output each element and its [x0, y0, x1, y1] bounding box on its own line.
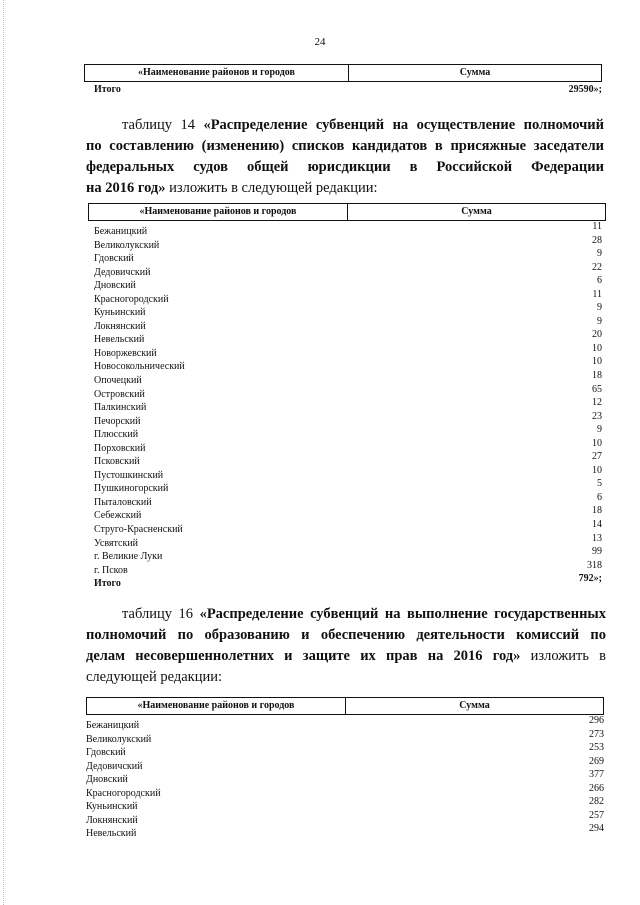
table-row [86, 728, 604, 747]
row-value: 9 [597, 248, 602, 260]
table-row [94, 424, 602, 442]
header-name-cell: «Наименование районов и городов [89, 204, 348, 220]
table-row [94, 546, 602, 564]
row-name: Дедовичский [94, 266, 151, 278]
row-name: Бежаницкий [94, 226, 148, 237]
row-value: 18 [592, 370, 602, 382]
row-name: Пыталовский [94, 496, 152, 508]
scan-edge-line [3, 0, 5, 905]
row-name: Новоржевский [94, 347, 157, 359]
table-row [86, 823, 604, 841]
row-name: Бежаницкий [86, 720, 140, 731]
row-name: Печорский [94, 415, 141, 427]
row-value: 13 [592, 532, 602, 544]
table-row [94, 519, 602, 537]
row-value: 282 [589, 796, 604, 808]
row-value: 65 [592, 383, 602, 395]
table-row [94, 410, 602, 429]
table-row [94, 370, 602, 388]
row-name: Дновский [86, 774, 128, 786]
table-row [94, 261, 602, 280]
row-name: Куньинский [94, 307, 146, 319]
row-value: 6 [597, 275, 602, 287]
caption-table-16 [86, 604, 606, 688]
table-row [94, 234, 602, 253]
row-value: 9 [597, 315, 602, 327]
total-label: Итого [94, 578, 121, 590]
table-row [86, 755, 604, 774]
table-row [94, 315, 602, 334]
row-value: 6 [597, 491, 602, 503]
header-sum-cell: Сумма [459, 67, 491, 78]
table-row [94, 329, 602, 347]
page-number: 24 [314, 36, 326, 48]
table-row [94, 275, 602, 293]
caption-line: таблицу 14 «Распределение субвенций на осуществление полномочий [122, 117, 604, 133]
table-row [86, 715, 604, 733]
total-value: 792»; [578, 573, 602, 585]
row-name: Палкинский [94, 402, 147, 414]
row-value: 269 [589, 755, 604, 767]
row-value: 20 [592, 329, 602, 341]
table-16-header [86, 697, 604, 715]
row-name: Локнянский [86, 814, 138, 826]
row-value: 10 [592, 464, 602, 476]
caption-line: таблицу 16 «Распределение субвенций на выполнение государственных [122, 606, 606, 622]
row-value: 12 [592, 397, 602, 409]
table-row [94, 491, 602, 510]
table-row [94, 302, 602, 320]
caption-table-14 [86, 115, 604, 199]
row-value: 294 [589, 823, 604, 835]
row-value: 257 [589, 809, 604, 821]
row-name: Локнянский [94, 320, 146, 332]
row-name: Струго-Красненский [94, 524, 183, 536]
table-row [94, 397, 602, 415]
row-value: 273 [589, 728, 604, 740]
header-name-cell: «Наименование районов и городов [87, 698, 346, 714]
row-name: Великолукский [94, 239, 160, 251]
row-value: 253 [589, 742, 604, 754]
table-row [86, 796, 604, 814]
table-row [86, 782, 604, 801]
row-value: 14 [592, 519, 602, 531]
table-16-rows [86, 715, 604, 841]
table-top-total [94, 84, 602, 95]
row-name: Пустошкинский [94, 469, 164, 481]
row-name: Пушкиногорский [94, 483, 169, 495]
row-value: 22 [592, 261, 602, 273]
row-value: 266 [589, 782, 604, 794]
row-value: 9 [597, 424, 602, 436]
row-value: 9 [597, 302, 602, 314]
row-name: Псковский [94, 456, 140, 468]
caption-line: делам несовершеннолетних и защите их прав на 2016 год» изложить в [86, 648, 607, 664]
row-value: 18 [592, 505, 602, 517]
header-sum-cell: Сумма [461, 206, 492, 217]
table-row [94, 221, 602, 239]
table-row [94, 532, 602, 551]
table-row [94, 559, 602, 578]
table-row [94, 288, 602, 307]
table-row [94, 383, 602, 402]
row-value: 10 [592, 356, 602, 368]
row-name: Дновский [94, 280, 136, 292]
row-name: Гдовский [94, 253, 134, 265]
row-name: г. Великие Луки [94, 551, 163, 563]
row-name: г. Псков [94, 564, 128, 576]
table-row [94, 505, 602, 523]
row-value: 99 [592, 546, 602, 558]
table-top-header [84, 64, 602, 82]
caption-line: полномочий по образованию и обеспечению деятельности комиссий по [86, 627, 606, 643]
table-14-header [88, 203, 606, 221]
row-name: Невельский [86, 828, 137, 840]
row-value: 23 [592, 410, 602, 422]
table-row [94, 478, 602, 496]
caption-line: на 2016 год» изложить в следующей редакции: [86, 180, 378, 196]
row-name: Плюсский [94, 429, 139, 441]
row-value: 11 [592, 221, 602, 232]
row-name: Красногородский [94, 293, 169, 305]
row-name: Новосокольнический [94, 361, 185, 373]
total-label: Итого [94, 84, 121, 95]
row-value: 28 [592, 234, 602, 246]
row-name: Островский [94, 388, 145, 400]
row-name: Великолукский [86, 733, 152, 745]
row-name: Гдовский [86, 747, 126, 759]
row-value: 11 [592, 288, 602, 300]
table-row [94, 464, 602, 483]
row-name: Порховский [94, 442, 146, 454]
caption-line: федеральных судов общей юрисдикции в Российской Федерации [86, 159, 604, 175]
row-name: Себежский [94, 510, 142, 522]
row-value: 27 [592, 451, 602, 463]
row-name: Красногородский [86, 787, 161, 799]
total-row [94, 573, 602, 591]
table-row [94, 248, 602, 266]
row-name: Куньинский [86, 801, 138, 813]
row-name: Усвятский [94, 537, 138, 549]
row-value: 377 [589, 769, 604, 781]
header-sum-cell: Сумма [459, 700, 490, 711]
table-row [94, 342, 602, 361]
total-value: 29590»; [568, 84, 602, 95]
row-name: Невельский [94, 334, 145, 346]
row-value: 318 [587, 559, 602, 571]
table-row [86, 742, 604, 760]
table-row [94, 356, 602, 374]
table-row [86, 809, 604, 828]
table-row [94, 437, 602, 456]
row-name: Дедовичский [86, 760, 143, 772]
table-row [94, 451, 602, 469]
table-14-rows [94, 221, 602, 591]
caption-line: следующей редакции: [86, 669, 223, 685]
table-row [86, 769, 604, 787]
row-name: Опочецкий [94, 375, 142, 387]
row-value: 5 [597, 478, 602, 490]
header-name-cell: «Наименование районов и городов [85, 65, 349, 81]
row-value: 10 [592, 342, 602, 354]
row-value: 296 [589, 715, 604, 726]
row-value: 10 [592, 437, 602, 449]
caption-line: по составлению (изменению) списков кандидатов в присяжные заседатели [86, 138, 604, 154]
